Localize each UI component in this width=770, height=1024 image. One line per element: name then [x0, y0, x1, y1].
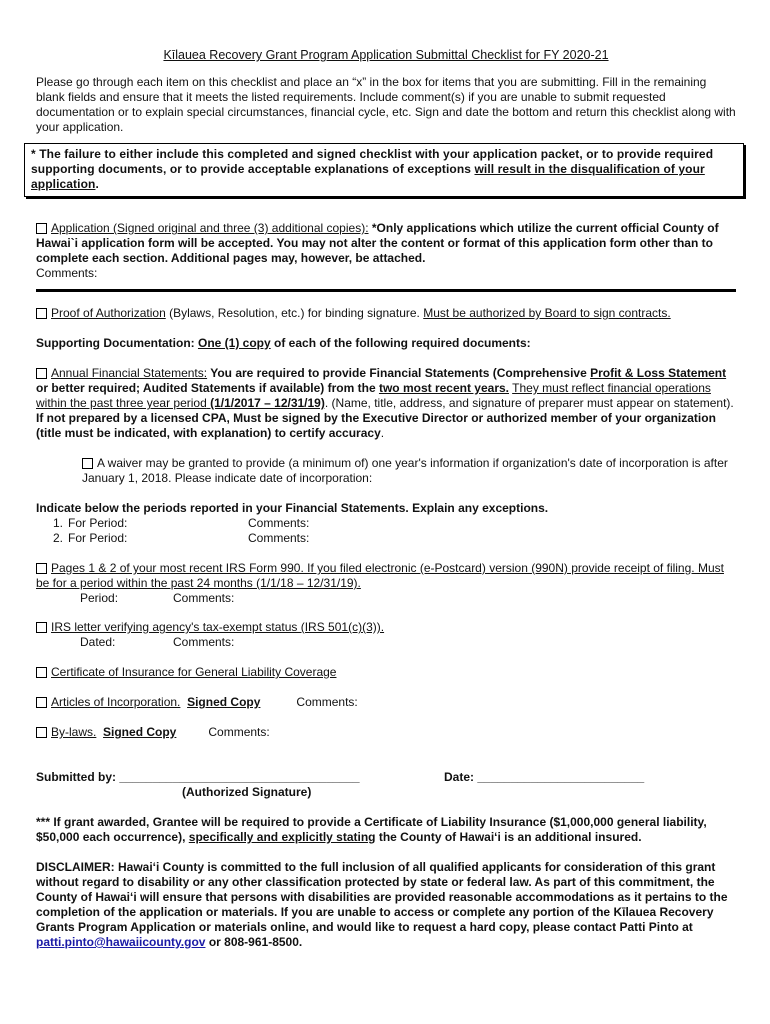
authorization-item	[36, 306, 736, 321]
articles-label: Articles of Incorporation.	[51, 695, 181, 709]
checklist-page	[31, 48, 736, 950]
period-number: 1.	[52, 516, 63, 530]
financial-statements-checkbox[interactable]	[36, 368, 47, 379]
articles-checkbox[interactable]	[36, 697, 47, 708]
financial-range: (1/1/2017 – 12/31/19)	[206, 396, 325, 410]
articles-item	[36, 695, 736, 710]
period-comments-label: Comments:	[248, 531, 310, 545]
application-note: *Only applications which utilize the current official County of Hawai`i application form will be accepted. You may not alter the content or format of this application form other than to complete each section. Additional pages may, however, be attached.	[36, 221, 719, 265]
irs-letter-checkbox[interactable]	[36, 622, 47, 633]
bylaws-checkbox[interactable]	[36, 727, 47, 738]
waiver-checkbox[interactable]	[82, 458, 93, 469]
intro-paragraph: Please go through each item on this checklist and place an “x” in the box for items that you are submitting. Fill in the remaining blank fields and ensure that it meets the listed requirements. Include comment(s) if you are unable to submit requested documentation or to explain special circumstances, financial cycle, etc. Sign and date the bottom and return this checklist along with your application.	[36, 75, 736, 134]
waiver-item	[36, 456, 736, 486]
financial-text2: or better required; Audited Statements if available) from the	[36, 381, 379, 395]
financial-label: Annual Financial Statements:	[51, 366, 208, 380]
period-label: For Period:	[68, 516, 128, 530]
warning-end: .	[95, 177, 99, 191]
financial-end: .	[380, 426, 385, 440]
irs-letter-comments-label: Comments:	[173, 635, 235, 649]
period-number: 2.	[52, 531, 63, 545]
disclaimer-text: DISCLAIMER: Hawaiʻi County is committed to the full inclusion of all qualified applicants for consideration of this grant without regard to disability or any other classification protected by state or federal law. As part of this commitment, the County of Hawaiʻi will ensure that persons with disabilities are provided reasonable accommodations as it pertains to the completion of the application or materials. If you are unable to access or complete any portion of the Kīlauea Recovery Grants Program Application or materials online, and would like to request a hard copy, please contact Patti Pinto at	[36, 860, 728, 934]
period-comments-label: Comments:	[248, 516, 310, 530]
irs-990-fields	[36, 591, 736, 606]
application-checkbox[interactable]	[36, 223, 47, 234]
financial-text4: . (Name, title, address, and signature of preparer must appear on statement).	[324, 396, 734, 410]
bylaws-item	[36, 725, 736, 740]
contact-email-link[interactable]: patti.pinto@hawaiicounty.gov	[36, 935, 206, 949]
submitted-by-row	[36, 770, 736, 785]
irs-990-text: Pages 1 & 2 of your most recent IRS Form 990. If you filed electronic (e-Postcard) version (990N) provide receipt of filing. Must be for a period within the past 24 months (1/1/18 – 12/31/19).	[36, 561, 724, 590]
financial-reflect: They must reflect financial operations within the past three year period	[36, 381, 711, 410]
application-item	[36, 221, 736, 281]
insurance-text: Certificate of Insurance for General Liability Coverage	[51, 665, 337, 679]
authorization-checkbox[interactable]	[36, 308, 47, 319]
signature-caption: (Authorized Signature)	[182, 785, 312, 799]
submitted-by-field[interactable]: Submitted by: ____________________________________	[36, 770, 360, 784]
irs-letter-text: IRS letter verifying agency's tax-exempt status (IRS 501(c)(3)).	[51, 620, 385, 634]
irs-990-period-label: Period:	[80, 591, 119, 605]
authorization-middle: (Bylaws, Resolution, etc.) for binding signature.	[165, 306, 424, 320]
period-row	[36, 516, 736, 531]
divider-line	[36, 289, 736, 292]
financial-statements-item	[36, 366, 736, 441]
period-row	[36, 531, 736, 546]
authorization-label: Proof of Authorization	[51, 306, 166, 320]
irs-990-comments-label: Comments:	[173, 591, 235, 605]
supporting-prefix: Supporting Documentation:	[36, 336, 198, 350]
articles-signed: Signed Copy	[187, 695, 261, 709]
irs-990-item	[36, 561, 736, 591]
application-comments-label: Comments:	[36, 266, 98, 280]
waiver-text: A waiver may be granted to provide (a minimum of) one year's information if organization's date of incorporation is after January 1, 2018. Please indicate date of incorporation:	[82, 456, 728, 485]
disclaimer	[36, 860, 736, 950]
articles-comments-label: Comments:	[296, 695, 358, 709]
supporting-emphasis: One (1) copy	[197, 336, 271, 350]
irs-letter-dated-label: Dated:	[80, 635, 116, 649]
document-title: Kīlauea Recovery Grant Program Application Submittal Checklist for FY 2020-21	[163, 48, 609, 62]
application-label: Application (Signed original and three (3) additional copies):	[51, 221, 369, 235]
bylaws-label: By-laws.	[51, 725, 97, 739]
bylaws-signed: Signed Copy	[103, 725, 177, 739]
insurance-item	[36, 665, 736, 680]
warning-underlined: will result in the disqualification of your application	[31, 162, 705, 191]
financial-pl: Profit & Loss Statement	[590, 366, 727, 380]
authorization-requirement: Must be authorized by Board to sign contracts.	[423, 306, 671, 320]
disclaimer-end: or 808-961-8500.	[205, 935, 303, 949]
bylaws-comments-label: Comments:	[208, 725, 270, 739]
grant-note-underlined: specifically and explicitly stating	[188, 830, 376, 844]
financial-text1: You are required to provide Financial Statements (Comprehensive	[207, 366, 591, 380]
period-label: For Period:	[68, 531, 128, 545]
date-field[interactable]: Date: _________________________	[444, 770, 645, 784]
insurance-checkbox[interactable]	[36, 667, 47, 678]
disqualification-warning-box	[24, 143, 744, 197]
irs-letter-fields	[36, 635, 736, 650]
irs-letter-item	[36, 620, 736, 635]
grant-note-end: the County of Hawaiʻi is an additional insured.	[375, 830, 642, 844]
grant-note-text: *** If grant awarded, Grantee will be required to provide a Certificate of Liability Insurance ($1,000,000 general liability, $50,000 each occurrence),	[36, 815, 707, 844]
warning-text: * The failure to either include this completed and signed checklist with your application packet, or to provide required supporting documents, or to provide acceptable explanations of exceptions	[31, 147, 714, 176]
irs-990-checkbox[interactable]	[36, 563, 47, 574]
financial-cpa: If not prepared by a licensed CPA, Must be signed by the Executive Director or authorized member of your organization (title must be indicated, with explanation) to certify accuracy	[36, 411, 716, 440]
supporting-documentation-heading	[36, 336, 736, 351]
financial-two-years: two most recent years.	[378, 381, 510, 395]
grant-insurance-note	[36, 815, 736, 845]
supporting-suffix: of each of the following required documents:	[270, 336, 531, 350]
periods-heading: Indicate below the periods reported in your Financial Statements. Explain any exceptions.	[36, 501, 549, 515]
